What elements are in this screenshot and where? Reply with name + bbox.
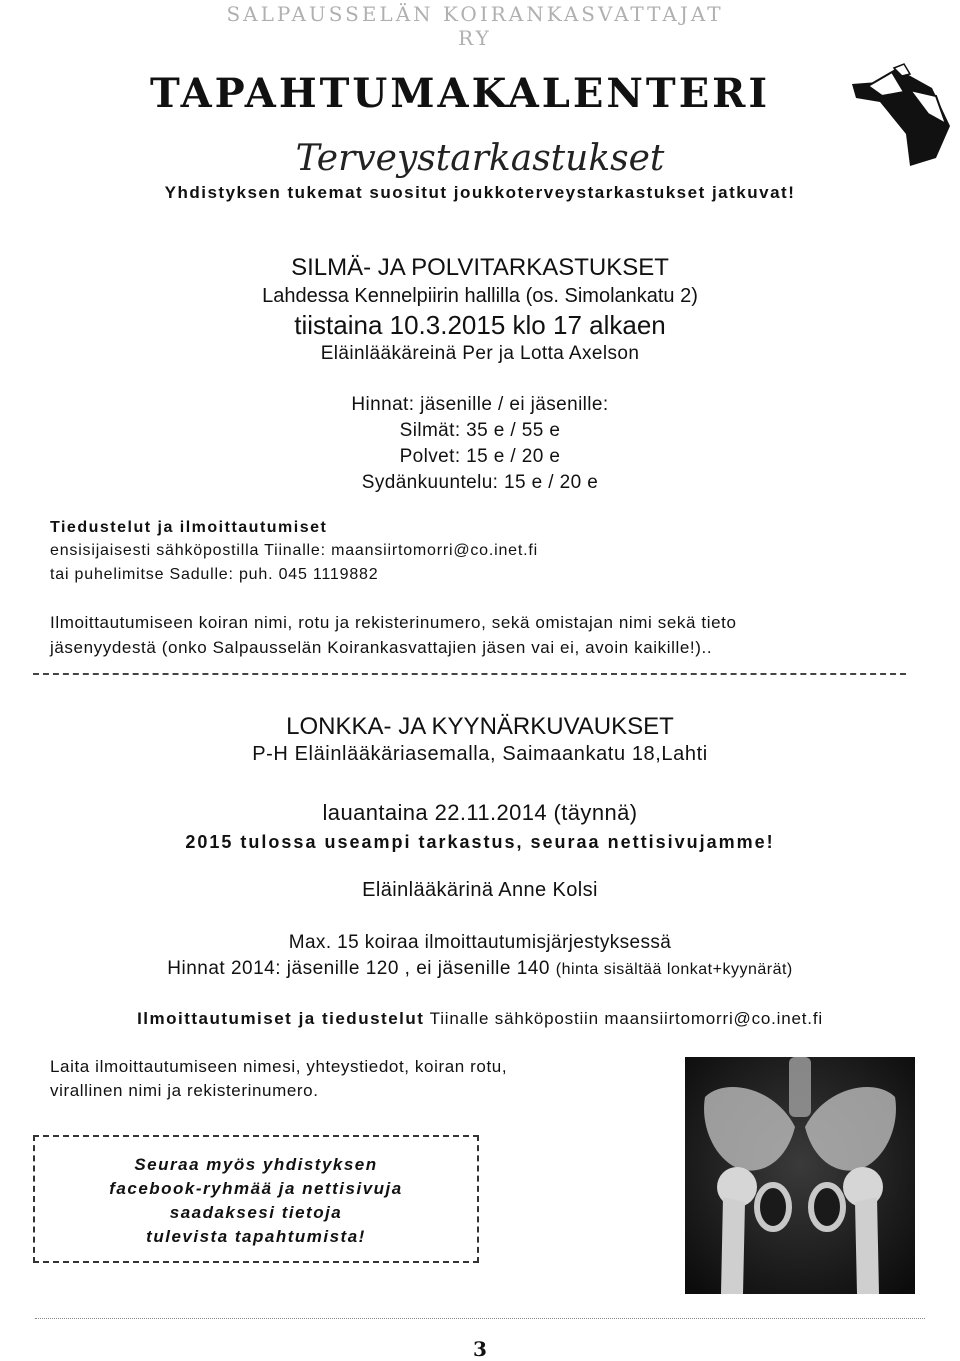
hip-elbow-prices-note: (hinta sisältää lonkat+kyynärät) [555, 961, 793, 978]
page-title: TAPAHTUMAKALENTERI [150, 70, 771, 117]
price-knees: Polvet: 15 e / 20 e [399, 446, 561, 467]
tagline: Yhdistyksen tukemat suositut joukkoterveystarkastukset jatkuvat! [164, 183, 796, 202]
hip-elbow-registration [0, 1009, 960, 1029]
hip-elbow-title: LONKKA- JA KYYNÄRKUVAUKSET [286, 713, 674, 740]
hip-elbow-date: lauantaina 22.11.2014 (täynnä) [322, 800, 638, 825]
follow-line: tulevista tapahtumista! [146, 1227, 366, 1246]
page-number: 3 [473, 1337, 487, 1361]
inquiry-email-line: ensisijaisesti sähköpostilla Tiinalle: maansiirtomorri@co.inet.fi [50, 542, 538, 559]
follow-line: facebook-ryhmää ja nettisivuja [109, 1179, 403, 1198]
section-heading: Terveystarkastukset [295, 138, 665, 179]
registration-contact: Tiinalle sähköpostiin maansiirtomorri@co.inet.fi [429, 1009, 823, 1028]
price-heart: Sydänkuuntelu: 15 e / 20 e [361, 472, 599, 493]
price-header: Hinnat: jäsenille / ei jäsenille: [351, 394, 609, 415]
hip-elbow-max: Max. 15 koiraa ilmoittautumisjärjestyksessä [288, 932, 672, 953]
eye-knee-place: Lahdessa Kennelpiirin hallilla (os. Simolankatu 2) [262, 285, 698, 307]
hip-elbow-prices-main: Hinnat 2014: jäsenille 120 , ei jäsenille 140 [167, 958, 550, 979]
hip-elbow-vet: Eläinlääkärinä Anne Kolsi [362, 879, 598, 901]
hip-xray-image [685, 1057, 915, 1294]
price-eyes: Silmät: 35 e / 55 e [399, 420, 561, 441]
eye-knee-date: tiistaina 10.3.2015 klo 17 alkaen [294, 310, 666, 340]
footer-rule [35, 1318, 925, 1319]
inquiry-phone-line: tai puhelimitse Sadulle: puh. 045 1119882 [50, 566, 379, 583]
follow-line: saadaksesi tietoja [169, 1203, 343, 1222]
hip-elbow-prices [0, 958, 960, 980]
eye-knee-title: SILMÄ- JA POLVITARKASTUKSET [291, 254, 669, 281]
include-info-line: Laita ilmoittautumiseen nimesi, yhteystiedot, koiran rotu, [50, 1057, 508, 1076]
eye-knee-vets: Eläinlääkäreinä Per ja Lotta Axelson [320, 343, 640, 364]
registration-info-line: jäsenyydestä (onko Salpausselän Koirankasvattajien jäsen vai ei, avoin kaikille!).. [50, 638, 713, 657]
registration-info-line: Ilmoittautumiseen koiran nimi, rotu ja rekisterinumero, sekä omistajan nimi sekä tieto [50, 613, 737, 632]
organization-name: SALPAUSSELÄN KOIRANKASVATTAJAT RY [226, 2, 724, 50]
hip-elbow-notice: 2015 tulossa useampi tarkastus, seuraa nettisivujamme! [185, 832, 775, 852]
registration-label: Ilmoittautumiset ja tiedustelut [137, 1009, 425, 1028]
follow-line: Seuraa myös yhdistyksen [134, 1155, 378, 1174]
hip-elbow-place: P-H Eläinlääkäriasemalla, Saimaankatu 18,Lahti [252, 743, 708, 765]
include-info-line: virallinen nimi ja rekisterinumero. [50, 1081, 319, 1100]
inquiry-heading: Tiedustelut ja ilmoittautumiset [50, 519, 328, 536]
follow-us-box [33, 1135, 479, 1263]
section-divider [33, 673, 906, 675]
